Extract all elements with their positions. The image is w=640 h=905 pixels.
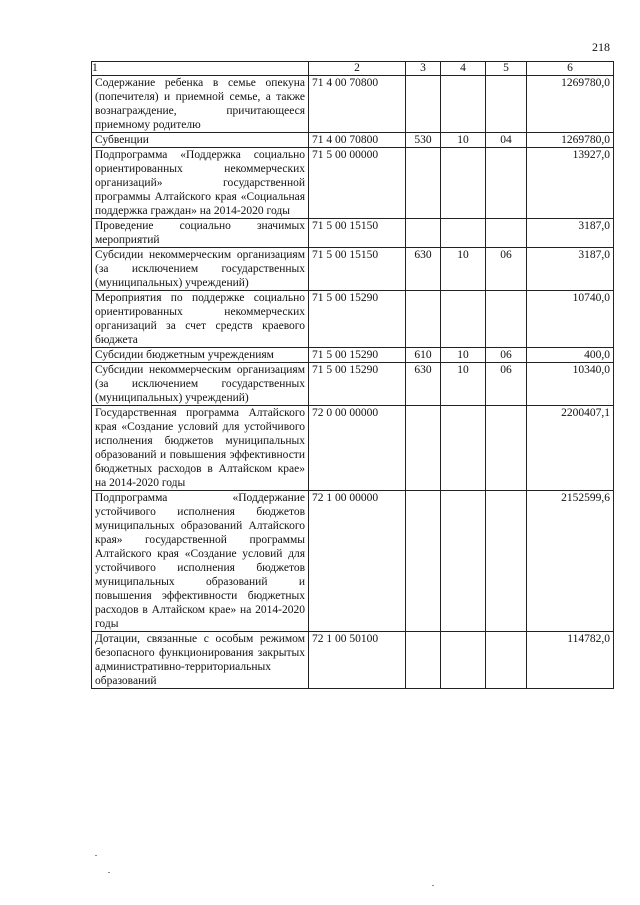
row-col-4	[441, 219, 486, 248]
scan-speck	[95, 855, 97, 856]
row-code: 72 1 00 50100	[309, 632, 406, 689]
row-col-4: 10	[441, 248, 486, 291]
table-row	[92, 363, 614, 406]
row-col-5: 06	[486, 363, 527, 406]
row-code: 72 1 00 00000	[309, 491, 406, 632]
row-col-4	[441, 76, 486, 133]
table-row	[92, 76, 614, 133]
row-col-5	[486, 76, 527, 133]
table-row	[92, 291, 614, 348]
row-code: 71 5 00 00000	[309, 148, 406, 219]
row-col-5	[486, 291, 527, 348]
table-row	[92, 248, 614, 291]
row-col-4	[441, 491, 486, 632]
row-col-5: 04	[486, 133, 527, 148]
row-code: 71 4 00 70800	[309, 76, 406, 133]
scan-speck	[432, 885, 434, 886]
row-amount: 400,0	[527, 348, 614, 363]
header-row	[92, 62, 614, 76]
table-row	[92, 219, 614, 248]
row-code: 71 5 00 15150	[309, 248, 406, 291]
row-col-5	[486, 632, 527, 689]
row-col-4: 10	[441, 363, 486, 406]
row-col-4	[441, 291, 486, 348]
row-amount: 1269780,0	[527, 133, 614, 148]
header-col-2: 2	[309, 62, 406, 76]
row-col-3: 530	[406, 133, 441, 148]
row-col-3	[406, 148, 441, 219]
row-name: Субсидии некоммерческим организациям (за исключением государственных (муниципальных) учреждений)	[92, 363, 309, 406]
row-col-3	[406, 291, 441, 348]
row-col-5	[486, 148, 527, 219]
row-amount: 2152599,6	[527, 491, 614, 632]
row-col-5	[486, 219, 527, 248]
row-amount: 10340,0	[527, 363, 614, 406]
row-col-3: 630	[406, 248, 441, 291]
header-col-1: 1	[92, 62, 309, 76]
header-col-5: 5	[486, 62, 527, 76]
row-name: Подпрограмма «Поддержка социально ориентированных некоммерческих организаций» государственной программы Алтайского края «Социальная поддержка граждан» на 2014-2020 годы	[92, 148, 309, 219]
row-name: Субвенции	[92, 133, 309, 148]
row-amount: 3187,0	[527, 219, 614, 248]
row-code: 71 5 00 15290	[309, 291, 406, 348]
table-row	[92, 491, 614, 632]
row-col-3	[406, 76, 441, 133]
row-col-4	[441, 148, 486, 219]
row-col-4: 10	[441, 348, 486, 363]
row-col-5: 06	[486, 248, 527, 291]
row-amount: 10740,0	[527, 291, 614, 348]
row-col-3: 610	[406, 348, 441, 363]
row-code: 71 4 00 70800	[309, 133, 406, 148]
budget-table	[91, 61, 614, 689]
row-name: Субсидии некоммерческим организациям (за исключением государственных (муниципальных) учреждений)	[92, 248, 309, 291]
row-name: Государственная программа Алтайского края «Создание условий для устойчивого исполнения бюджетов муниципальных образований и повышения эффективности бюджетных расходов в Алтайском крае» на 2014-2020 годы	[92, 406, 309, 491]
table-row	[92, 348, 614, 363]
row-code: 71 5 00 15290	[309, 363, 406, 406]
table-row	[92, 133, 614, 148]
row-code: 72 0 00 00000	[309, 406, 406, 491]
row-col-4: 10	[441, 133, 486, 148]
page-number: 218	[592, 40, 610, 54]
table-row	[92, 148, 614, 219]
row-col-5: 06	[486, 348, 527, 363]
table-row	[92, 632, 614, 689]
row-code: 71 5 00 15290	[309, 348, 406, 363]
row-amount: 1269780,0	[527, 76, 614, 133]
row-amount: 2200407,1	[527, 406, 614, 491]
row-name: Подпрограмма «Поддержание устойчивого исполнения бюджетов муниципальных образований Алтайского края» государственной программы Алтайского края «Создание условий для устойчивого исполнения бюджетов муниципальных образований и повышения эффективности бюджетных расходов в Алтайском крае» на 2014-2020 годы	[92, 491, 309, 632]
row-name: Мероприятия по поддержке социально ориентированных некоммерческих организаций за счет средств краевого бюджета	[92, 291, 309, 348]
scan-speck	[108, 872, 110, 873]
row-name: Содержание ребенка в семье опекуна (попечителя) и приемной семье, а также вознаграждение, причитающееся приемному родителю	[92, 76, 309, 133]
row-col-4	[441, 632, 486, 689]
row-col-3	[406, 219, 441, 248]
row-amount: 3187,0	[527, 248, 614, 291]
row-amount: 114782,0	[527, 632, 614, 689]
row-name: Дотации, связанные с особым режимом безопасного функционирования закрытых административно-территориальных образований	[92, 632, 309, 689]
table-row	[92, 406, 614, 491]
row-code: 71 5 00 15150	[309, 219, 406, 248]
row-amount: 13927,0	[527, 148, 614, 219]
row-col-3	[406, 632, 441, 689]
header-col-3: 3	[406, 62, 441, 76]
row-name: Субсидии бюджетным учреждениям	[92, 348, 309, 363]
row-col-5	[486, 491, 527, 632]
row-col-3	[406, 491, 441, 632]
header-col-4: 4	[441, 62, 486, 76]
header-col-6: 6	[527, 62, 614, 76]
row-col-4	[441, 406, 486, 491]
row-col-3: 630	[406, 363, 441, 406]
row-name: Проведение социально значимых мероприятий	[92, 219, 309, 248]
row-col-5	[486, 406, 527, 491]
row-col-3	[406, 406, 441, 491]
